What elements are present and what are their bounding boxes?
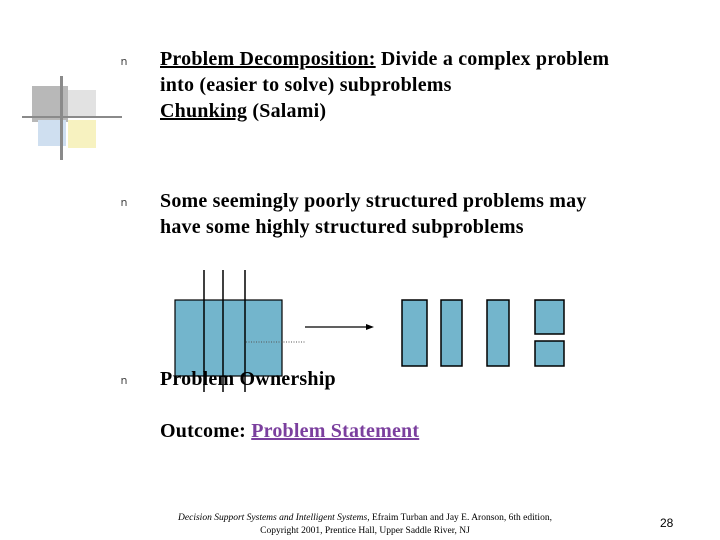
footer-text: , Efraim Turban and Jay E. Aronson, 6th edition, bbox=[367, 513, 552, 523]
outcome-label: Outcome: bbox=[160, 420, 252, 442]
bullet-line: Some seemingly poorly structured problems may bbox=[160, 190, 587, 212]
footer-line: Copyright 2001, Prentice Hall, Upper Saddle River, NJ bbox=[260, 526, 470, 536]
bullet-line bbox=[160, 46, 609, 72]
term-chunking: Chunking bbox=[160, 100, 248, 122]
footer-line bbox=[150, 512, 580, 525]
bullet-line: have some highly structured subproblems bbox=[160, 216, 524, 238]
bullet-marker: n bbox=[120, 374, 128, 387]
bullet-line bbox=[160, 98, 609, 124]
subproblem-piece bbox=[441, 300, 462, 366]
bullet-decomposition bbox=[160, 46, 609, 124]
book-title: Decision Support Systems and Intelligent Systems bbox=[178, 513, 368, 523]
bullet-line: Problem Ownership bbox=[160, 368, 336, 390]
text-fragment: (Salami) bbox=[247, 100, 327, 122]
footer-citation bbox=[150, 512, 580, 538]
text-fragment: Divide a complex problem bbox=[375, 48, 610, 70]
bullet-line: into (easier to solve) subproblems bbox=[160, 74, 452, 96]
subproblem-piece bbox=[487, 300, 509, 366]
bullet-marker: n bbox=[120, 55, 128, 68]
bullet-marker: n bbox=[120, 196, 128, 209]
subproblem-piece bbox=[402, 300, 427, 366]
bullet-subproblems bbox=[160, 188, 587, 240]
outcome-line bbox=[160, 418, 419, 444]
page-number: 28 bbox=[660, 516, 674, 530]
whole-problem-box bbox=[175, 300, 282, 376]
bullet-ownership bbox=[160, 366, 336, 392]
arrow-head bbox=[366, 324, 374, 330]
term-problem-decomposition: Problem Decomposition: bbox=[160, 48, 376, 70]
subproblem-piece bbox=[535, 300, 564, 334]
problem-statement-link[interactable]: Problem Statement bbox=[251, 420, 420, 442]
subproblem-piece bbox=[535, 341, 564, 366]
